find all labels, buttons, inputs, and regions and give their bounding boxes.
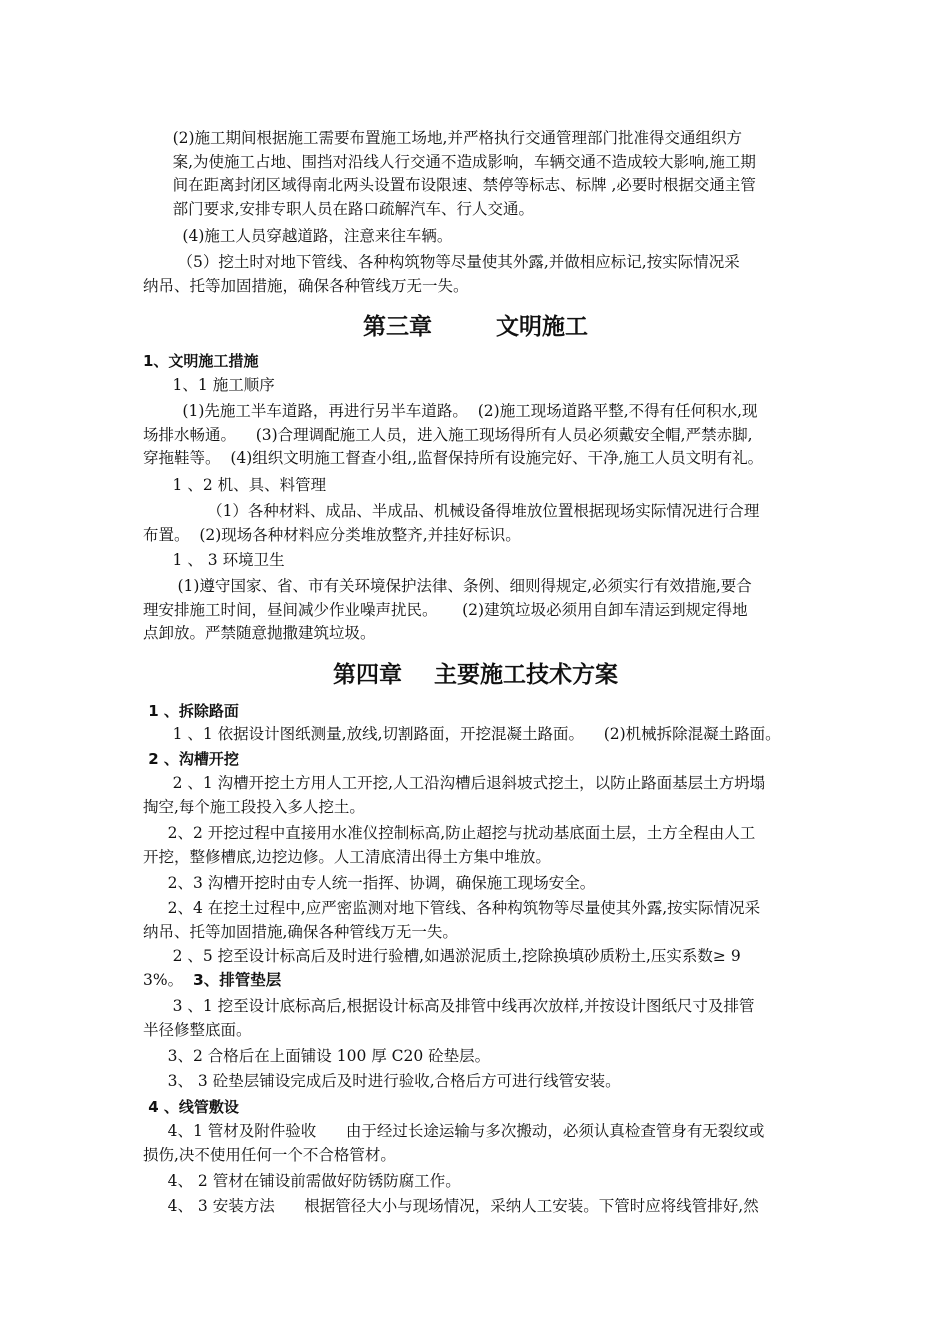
trench-2-5-text: 2 、5 挖至设计标高后及时进行验槽,如遇淤泥质土,挖除换填砂质粉土,压实系数≥ 9 3%。 bbox=[143, 947, 741, 989]
paragraph-personnel-crossing: (4)施工人员穿越道路，注意来往车辆。 bbox=[143, 227, 453, 245]
paragraph-cushion-3-1: 3 、1 挖至设计底标高后,根据设计标高及排管中线再次放样,并按设计图纸尺寸及排管 半径修整底面。 bbox=[143, 997, 755, 1039]
heading-remove-pavement: 1 、拆除路面 bbox=[143, 702, 239, 720]
paragraph-traffic-organization: (2)施工期间根据施工需要布置施工场地,并严格执行交通管理部门批准得交通组织方 案,为使施工占地、围挡对沿线人行交通不造成影响，车辆交通不造成较大影响,施工期 间在距离封闭区域得南北两头设置布设限速、禁停等标志、标牌 ,必要时根据交通主管 部门要求,安排专职人员在路口疏解汽车、行人交通。 bbox=[172, 129, 756, 218]
paragraph-environmental-hygiene: (1)遵守国家、省、市有关环境保护法律、条例、细则得规定,必须实行有效措施,要合 理安排施工时间，昼间减少作业噪声扰民。 (2)建筑垃圾必须用自卸车清运到规定得地 点卸放。严禁随意抛撒建筑垃圾。 bbox=[143, 577, 752, 642]
subheading-environmental-hygiene: 1 、 3 环境卫生 bbox=[143, 551, 285, 569]
heading-pipe-cushion: 3、排管垫层 bbox=[192, 970, 282, 989]
paragraph-equipment-management: （1）各种材料、成品、半成品、机械设备得堆放位置根据现场实际情况进行合理 布置。 (2)现场各种材料应分类堆放整齐,并挂好标识。 bbox=[143, 502, 760, 544]
chapter-3-title: 第三章 文明施工 bbox=[362, 314, 589, 340]
paragraph-trench-2-4: 2、4 在挖土过程中,应严密监测对地下管线、各种构筑物等尽量使其外露,按实际情况采 纳吊、托等加固措施,确保各种管线万无一失。 bbox=[143, 899, 761, 941]
paragraph-conduit-4-2: 4、 2 管材在铺设前需做好防锈防腐工作。 bbox=[143, 1172, 461, 1190]
paragraph-conduit-4-1: 4、1 管材及附件验收 由于经过长途运输与多次搬动，必须认真检查管身有无裂纹或 损伤,决不使用任何一个不合格管材。 bbox=[143, 1122, 765, 1164]
subheading-construction-sequence: 1、1 施工顺序 bbox=[143, 376, 275, 394]
paragraph-trench-2-2: 2、2 开挖过程中直接用水准仪控制标高,防止超挖与扰动基底面土层，土方全程由人工 开挖，整修槽底,边挖边修。人工清底清出得土方集中堆放。 bbox=[143, 824, 756, 866]
paragraph-construction-sequence: (1)先施工半车道路，再进行另半车道路。 (2)施工现场道路平整,不得有任何积水,现 场排水畅通。 (3)合理调配施工人员，进入施工现场得所有人员必须戴安全帽,严禁赤脚, 穿拖鞋等。 (4)组织文明施工督查小组,,监督保持所有设施完好、干净,施工人员文明有礼。 bbox=[143, 402, 764, 467]
chapter-4-title: 第四章 主要施工技术方案 bbox=[332, 662, 619, 688]
heading-trench-excavation: 2 、沟槽开挖 bbox=[143, 750, 239, 768]
paragraph-remove-pavement: 1 、1 依据设计图纸测量,放线,切割路面，开挖混凝土路面。 (2)机械拆除混凝土路面。 bbox=[143, 725, 781, 743]
heading-conduit-laying: 4 、线管敷设 bbox=[143, 1098, 239, 1116]
paragraph-cushion-3-3: 3、 3 砼垫层铺设完成后及时进行验收,合格后方可进行线管安装。 bbox=[143, 1072, 621, 1090]
paragraph-cushion-3-2: 3、2 合格后在上面铺设 100 厚 C20 砼垫层。 bbox=[143, 1047, 491, 1065]
paragraph-trench-2-3: 2、3 沟槽开挖时由专人统一指挥、协调，确保施工现场安全。 bbox=[143, 874, 596, 892]
heading-civilized-measures: 1、文明施工措施 bbox=[143, 352, 259, 370]
paragraph-trench-2-5 bbox=[143, 945, 808, 992]
paragraph-trench-2-1: 2 、1 沟槽开挖土方用人工开挖,人工沿沟槽后退斜坡式挖土，以防止路面基层土方坍塌 掏空,每个施工段投入多人挖土。 bbox=[143, 774, 766, 816]
paragraph-conduit-4-3: 4、 3 安装方法 根据管径大小与现场情况，采纳人工安装。下管时应将线管排好,然 bbox=[143, 1197, 759, 1215]
paragraph-excavation-pipelines: （5）挖土时对地下管线、各种构筑物等尽量使其外露,并做相应标记,按实际情况采 纳吊、托等加固措施，确保各种管线万无一失。 bbox=[143, 253, 740, 295]
subheading-equipment-management: 1 、2 机、具、料管理 bbox=[143, 476, 327, 494]
